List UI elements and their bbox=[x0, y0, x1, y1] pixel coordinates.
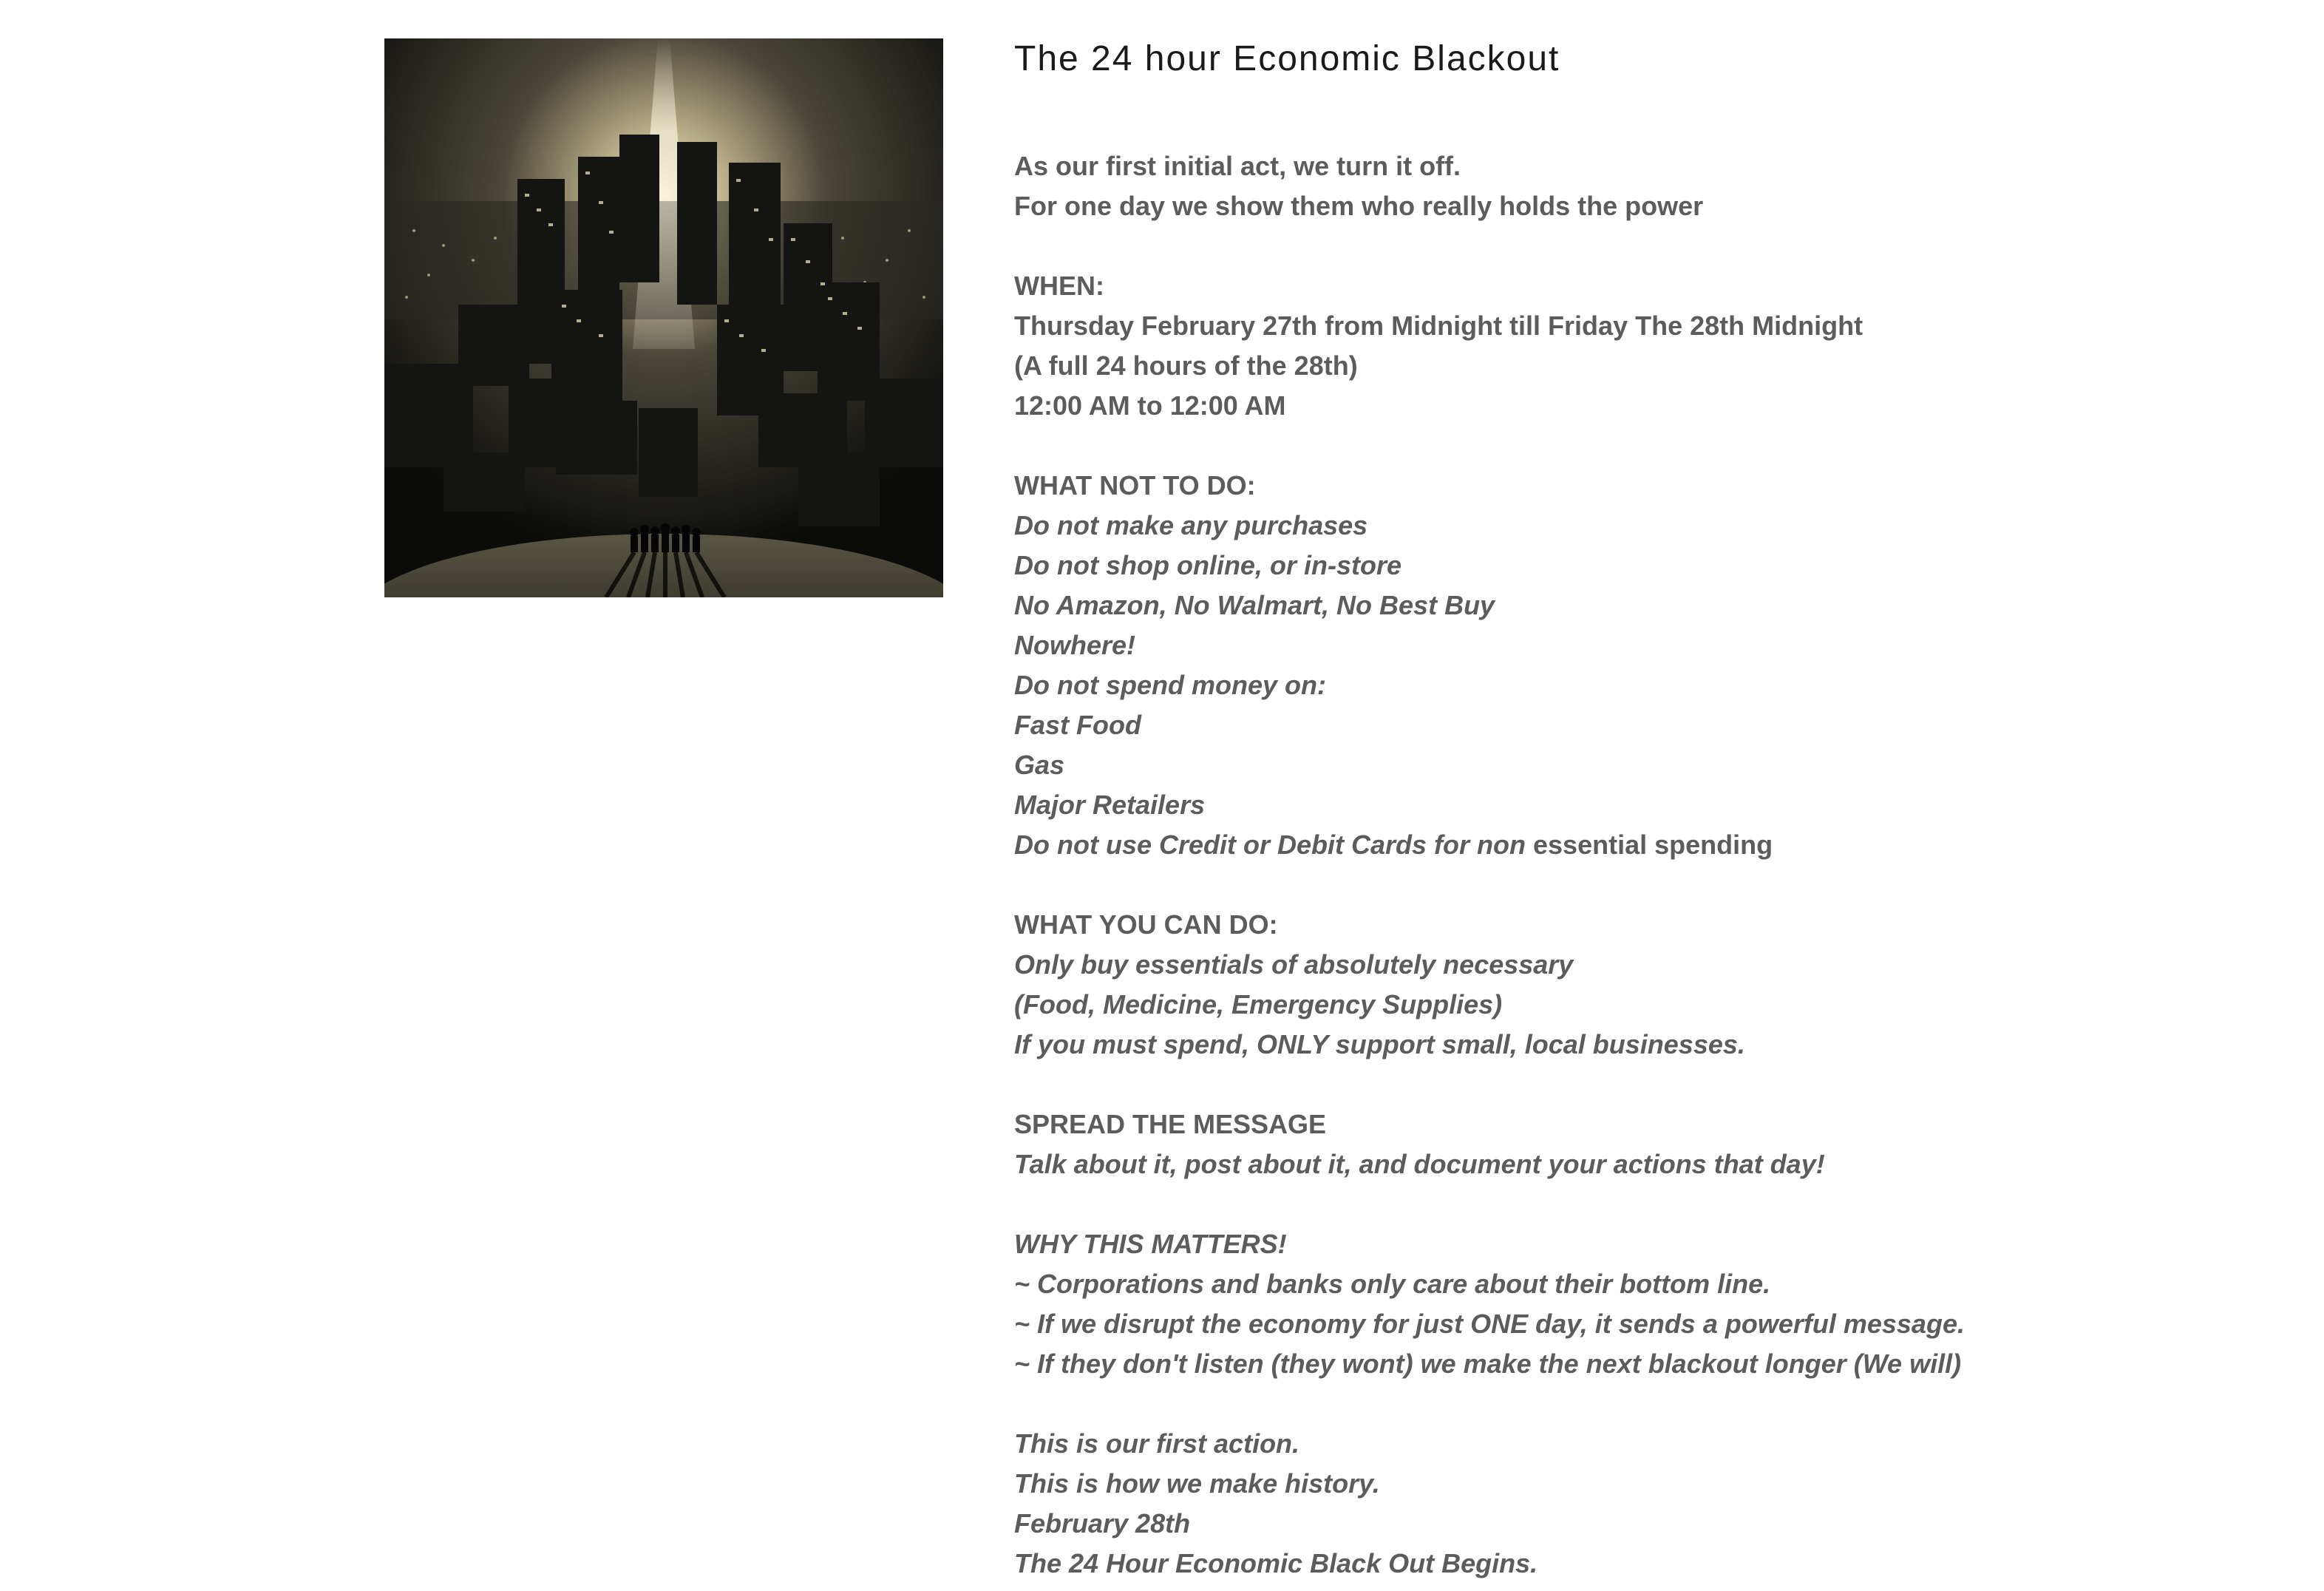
what-not-line: Fast Food bbox=[1014, 710, 1141, 740]
article-body bbox=[1014, 146, 2271, 1584]
what-not-line: Nowhere! bbox=[1014, 630, 1136, 660]
why-line: ~ If we disrupt the economy for just ONE day, it sends a powerful message. bbox=[1014, 1309, 1965, 1339]
intro-line: For one day we show them who really holds the power bbox=[1014, 191, 1704, 221]
closing-line: The 24 Hour Economic Black Out Begins. bbox=[1014, 1548, 1538, 1578]
what-can-line: (Food, Medicine, Emergency Supplies) bbox=[1014, 989, 1503, 1020]
what-not-line: Major Retailers bbox=[1014, 790, 1206, 820]
what-can-line: Only buy essentials of absolutely necessary bbox=[1014, 949, 1574, 980]
when-line: Thursday February 27th from Midnight till Friday The 28th Midnight bbox=[1014, 311, 1863, 341]
closing-line: This is how we make history. bbox=[1014, 1468, 1380, 1499]
city-skyline-image bbox=[384, 38, 943, 597]
spread-heading: SPREAD THE MESSAGE bbox=[1014, 1109, 1327, 1139]
why-line: ~ Corporations and banks only care about their bottom line. bbox=[1014, 1269, 1771, 1299]
what-not-line: Do not spend money on: bbox=[1014, 670, 1326, 700]
why-line: ~ If they don't listen (they wont) we make the next blackout longer (We will) bbox=[1014, 1349, 1962, 1379]
what-not-line: Do not make any purchases bbox=[1014, 510, 1368, 540]
page-title: The 24 hour Economic Blackout bbox=[1014, 39, 1560, 78]
closing-line: This is our first action. bbox=[1014, 1428, 1300, 1459]
spread-line: Talk about it, post about it, and document your actions that day! bbox=[1014, 1149, 1825, 1179]
when-line: 12:00 AM to 12:00 AM bbox=[1014, 390, 1286, 421]
main-content bbox=[1014, 34, 2271, 1584]
what-not-last-italic: Do not use Credit or Debit Cards for non bbox=[1014, 830, 1526, 860]
closing-line: February 28th bbox=[1014, 1508, 1191, 1539]
what-not-line: Gas bbox=[1014, 750, 1065, 780]
when-heading: WHEN: bbox=[1014, 271, 1104, 301]
what-not-line: No Amazon, No Walmart, No Best Buy bbox=[1014, 590, 1495, 620]
what-can-line: If you must spend, ONLY support small, local businesses. bbox=[1014, 1029, 1745, 1059]
when-line: (A full 24 hours of the 28th) bbox=[1014, 350, 1358, 381]
why-heading: WHY THIS MATTERS! bbox=[1014, 1229, 1287, 1259]
what-not-last-normal: essential spending bbox=[1526, 830, 1773, 860]
what-not-line: Do not shop online, or in-store bbox=[1014, 550, 1401, 580]
what-not-line bbox=[1014, 825, 2271, 865]
what-not-heading: WHAT NOT TO DO: bbox=[1014, 470, 1256, 501]
intro-line: As our first initial act, we turn it off. bbox=[1014, 151, 1461, 181]
what-can-heading: WHAT YOU CAN DO: bbox=[1014, 909, 1278, 940]
